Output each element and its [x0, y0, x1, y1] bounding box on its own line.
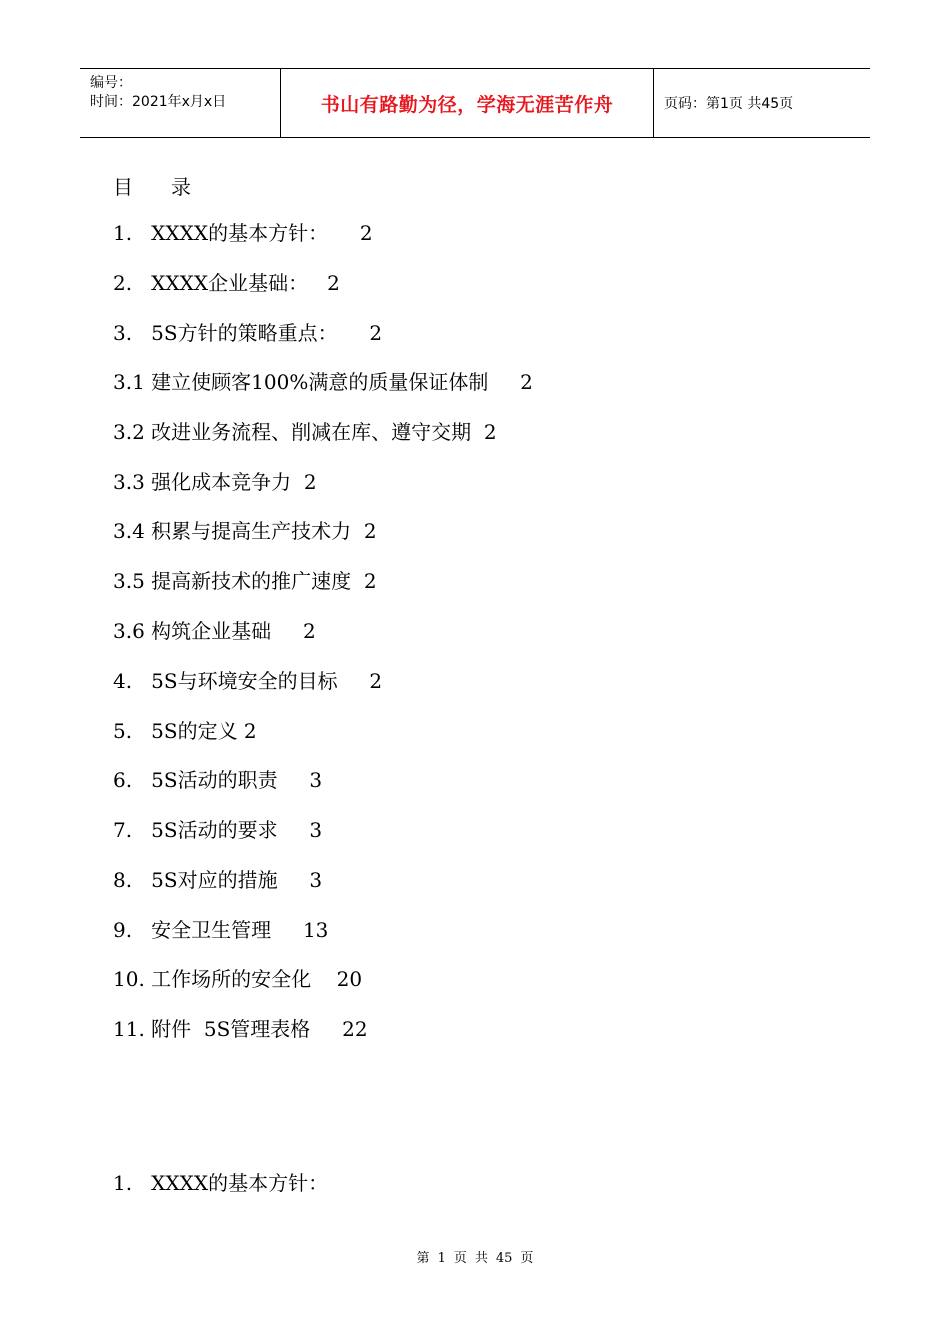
toc-entry[interactable]: 2. XXXX企业基础： 2 — [113, 271, 340, 295]
header-motto: 书山有路勤为径，学海无涯苦作舟 — [320, 93, 614, 116]
toc-entry[interactable]: 3.6 构筑企业基础 2 — [113, 619, 316, 643]
toc-entry[interactable]: 3.4 积累与提高生产技术力 2 — [113, 519, 377, 543]
section-heading: 1. XXXX的基本方针： — [113, 1171, 329, 1195]
footer-total-pages: 45 — [495, 1251, 513, 1266]
document-number-label: 编号： — [90, 75, 132, 91]
footer-gong: 共 — [474, 1251, 488, 1266]
footer-ye-end: 页 — [520, 1251, 534, 1266]
footer-ye: 页 — [453, 1251, 467, 1266]
toc-entry[interactable]: 10. 工作场所的安全化 20 — [113, 967, 363, 991]
toc-entry[interactable]: 8. 5S对应的措施 3 — [113, 868, 323, 892]
toc-entry[interactable]: 9. 安全卫生管理 13 — [113, 918, 329, 942]
toc-entry[interactable]: 7. 5S活动的要求 3 — [113, 818, 323, 842]
toc-entry[interactable]: 1. XXXX的基本方针： 2 — [113, 221, 373, 245]
document-time-label: 时间：2021年x月x日 — [90, 94, 227, 110]
toc-entry[interactable]: 3. 5S方针的策略重点： 2 — [113, 321, 383, 345]
header-left-cell — [80, 69, 281, 137]
toc-entry[interactable]: 3.5 提高新技术的推广速度 2 — [113, 569, 377, 593]
toc-entry[interactable]: 11. 附件 5S管理表格 22 — [113, 1017, 368, 1041]
toc-entry[interactable]: 3.2 改进业务流程、削减在库、遵守交期 2 — [113, 420, 497, 444]
toc-entry[interactable]: 6. 5S活动的职责 3 — [113, 768, 323, 792]
toc-title-left: 目 — [113, 175, 133, 199]
page-footer — [0, 1247, 950, 1266]
toc-title-right: 录 — [171, 175, 191, 199]
footer-di: 第 — [416, 1251, 430, 1266]
toc-entry[interactable]: 3.3 强化成本竞争力 2 — [113, 470, 317, 494]
toc-entry[interactable]: 3.1 建立使顾客100%满意的质量保证体制 2 — [113, 370, 533, 394]
toc-title — [113, 171, 191, 200]
toc-entry[interactable]: 4. 5S与环境安全的目标 2 — [113, 669, 383, 693]
header-motto-cell — [281, 69, 654, 137]
page-header — [80, 68, 870, 138]
header-page-info: 页码：第1页 共45页 — [664, 96, 794, 112]
footer-page-number: 1 — [437, 1251, 446, 1266]
header-right-cell — [654, 69, 870, 137]
toc-entry[interactable]: 5. 5S的定义 2 — [113, 719, 257, 743]
